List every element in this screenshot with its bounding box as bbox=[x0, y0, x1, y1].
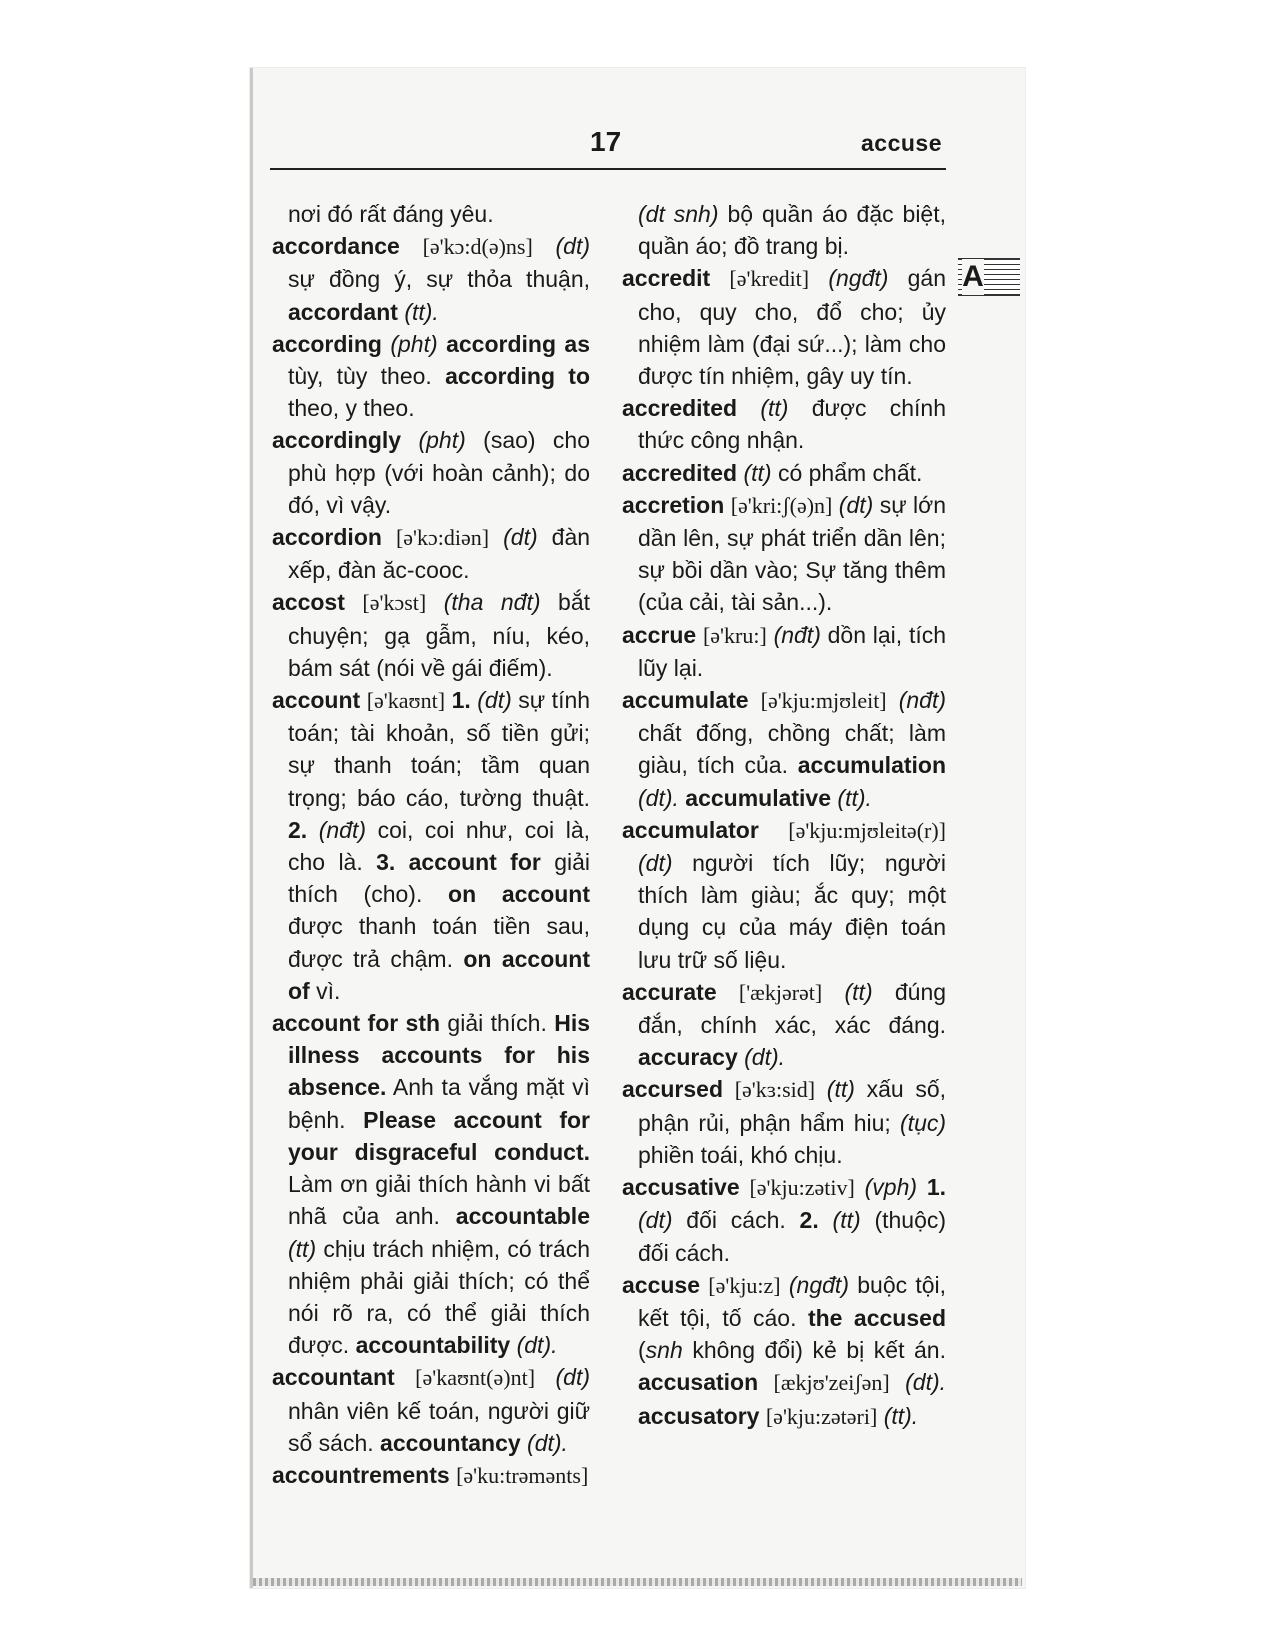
alphabet-thumb-tab bbox=[958, 258, 1020, 296]
left-column bbox=[272, 198, 590, 1492]
entry-accountant: accountant [ə'kaʊnt(ə)nt] (dt) nhân viên kế toán, người giữ sổ sách. accountancy (dt). bbox=[272, 1364, 590, 1456]
entry-accountrements: accountrements [ə'ku:trəmənts] bbox=[272, 1461, 589, 1488]
page-header bbox=[270, 120, 946, 170]
guide-word: accuse bbox=[860, 130, 942, 156]
entry-accurate: accurate ['ækjərət] (tt) đúng đắn, chính xác, xác đáng. accuracy (dt). bbox=[622, 978, 947, 1071]
entry-accordion: accordion [ə'kɔ:diən] (dt) đàn xếp, đàn ăc-cooc. bbox=[272, 524, 591, 584]
entry-accredited: accredited (tt) được chính thức công nhận. bbox=[622, 395, 946, 454]
entry-accusative: accusative [ə'kju:zətiv] (vph) 1. (dt) đối cách. 2. (tt) (thuộc) đối cách. bbox=[622, 1174, 947, 1266]
entry-accost: accost [ə'kɔst] (tha nđt) bắt chuyện; gạ gẫm, níu, kéo, bám sát (nói về gái điếm). bbox=[272, 589, 591, 681]
entry-accrue: accrue [ə'kru:] (nđt) dồn lại, tích lũy lại. bbox=[622, 621, 947, 681]
entry-accursed: accursed [ə'kɜ:sid] (tt) xấu số, phận rủi, phận hẩm hiu; (tục) phiền toái, khó chịu. bbox=[622, 1076, 947, 1168]
continued-text: (dt snh) bộ quần áo đặc biệt, quần áo; đồ trang bị. bbox=[638, 201, 947, 260]
entry-accumulator: accumulator [ə'kju:mjʊleitə(r)] (dt) người tích lũy; người thích làm giàu; ắc quy; một dụng cụ của máy điện toán lưu trữ số liệu. bbox=[622, 816, 946, 973]
right-column bbox=[622, 198, 946, 1433]
entry-account: account [ə'kaʊnt] 1. (dt) sự tính toán; tài khoản, số tiền gửi; sự thanh toán; tầm quan trọng; báo cáo, tường thuật. 2. (nđt) coi, coi như, coi là, cho là. 3. account for giải thích (cho). on account được thanh toán tiền sau, được trả chậm. on account of vì. bbox=[272, 687, 591, 1004]
entry-accredit: accredit [ə'kredit] (ngđt) gán cho, quy cho, đổ cho; ủy nhiệm làm (đại sứ...); làm cho được tín nhiệm, gây uy tín. bbox=[622, 265, 946, 390]
entry-accordance: accordance [ə'kɔ:d(ə)ns] (dt) sự đồng ý, sự thỏa thuận, accordant (tt). bbox=[272, 233, 591, 325]
entry-accordingly: accordingly (pht) (sao) cho phù hợp (với hoàn cảnh); do đó, vì vậy. bbox=[272, 427, 591, 518]
entry-accretion: accretion [ə'kri:ʃ(ə)n] (dt) sự lớn dần lên, sự phát triển dần lên; sự bồi dần vào; Sự tăng thêm (của cải, tài sản...). bbox=[622, 491, 947, 616]
thumb-tab-letter: A bbox=[962, 260, 984, 293]
entry-accuse: accuse [ə'kju:z] (ngđt) buộc tội, kết tội, tố cáo. the accused (snh không đổi) kẻ bị kết án. accusation [ækjʊ'zeiʃən] (dt). accusatory [ə'kju:zətəri] (tt). bbox=[622, 1271, 947, 1429]
entry-according: according (pht) according as tùy, tùy theo. according to theo, y theo. bbox=[272, 330, 591, 422]
page-number: 17 bbox=[590, 126, 622, 157]
page-bottom-edge bbox=[253, 1578, 1022, 1586]
continued-text: nơi đó rất đáng yêu. bbox=[288, 201, 494, 227]
entry-accredited-2: accredited (tt) có phẩm chất. bbox=[622, 459, 923, 486]
entry-account-for-sth: account for sth giải thích. His illness accounts for his absence. Anh ta vắng mặt vì bệnh. Please account for your disgraceful conduct. Làm ơn giải thích hành vi bất nhã của anh. accountable (tt) chịu trách nhiệm, có trách nhiệm phải giải thích; có thể nói rõ ra, có thể giải thích được. accountability (dt). bbox=[272, 1010, 591, 1359]
entry-accumulate: accumulate [ə'kju:mjʊleit] (nđt) chất đống, chồng chất; làm giàu, tích của. accumulation (dt). accumulative (tt). bbox=[622, 687, 947, 811]
